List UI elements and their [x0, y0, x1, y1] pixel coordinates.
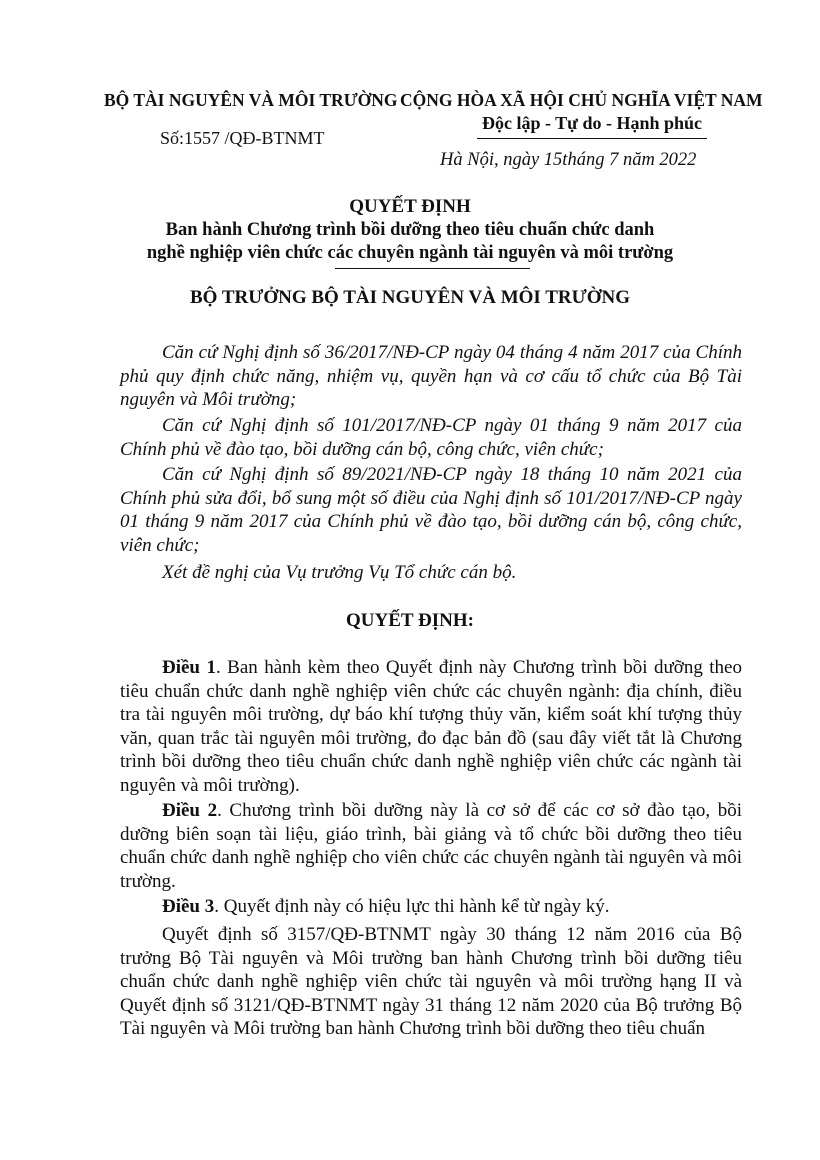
- article-text: . Ban hành kèm theo Quyết định này Chương trình bồi dưỡng theo tiêu chuẩn chức danh nghề nghiệp viên chức các chuyên ngành: địa chính, điều tra tài nguyên môi trường, dự báo khí tượng thủy văn, kiểm soát khí tượng thủy văn, quan trắc tài nguyên môi trường, đo đạc bản đồ (sau đây viết tắt là Chương trình bồi dưỡng theo tiêu chuẩn chức danh nghề nghiệp viên chức các ngành tài nguyên và môi trường).: [120, 657, 742, 796]
- issuing-authority: BỘ TRƯỞNG BỘ TÀI NGUYÊN VÀ MÔI TRƯỜNG: [189, 287, 631, 308]
- article-text: . Chương trình bồi dưỡng này là cơ sở để các cơ sở đào tạo, bồi dưỡng biên soạn tài liệu, giáo trình, bài giảng và tổ chức bồi dưỡng theo tiêu chuẩn chức danh nghề nghiệp cho viên chức các chuyên ngành tài nguyên và môi trường.: [120, 800, 743, 892]
- article-text: . Quyết định này có hiệu lực thi hành kể từ ngày ký.: [214, 896, 610, 917]
- motto-underline: [477, 138, 707, 139]
- article-2: [120, 799, 742, 893]
- closing-paragraph: Quyết định số 3157/QĐ-BTNMT ngày 30 tháng 12 năm 2016 của Bộ trưởng Bộ Tài nguyên và Môi trường ban hành Chương trình bồi dưỡng tiêu chuẩn chức danh nghề nghiệp viên chức tài nguyên và môi trường hạng II và Quyết định số 3121/QĐ-BTNMT ngày 31 tháng 12 năm 2020 của Bộ trưởng Bộ Tài nguyên và Môi trường ban hành Chương trình bồi dưỡng theo tiêu chuẩn: [120, 924, 742, 1040]
- article-1: [120, 656, 742, 798]
- title-underline: [335, 268, 530, 269]
- article-label: Điều 2: [162, 800, 218, 821]
- preamble-paragraph: Căn cứ Nghị định số 101/2017/NĐ-CP ngày 01 tháng 9 năm 2017 của Chính phủ về đào tạo, bồi dưỡng cán bộ, công chức, viên chức;: [120, 415, 742, 460]
- preamble-paragraph: Căn cứ Nghị định số 36/2017/NĐ-CP ngày 04 tháng 4 năm 2017 của Chính phủ quy định chức năng, nhiệm vụ, quyền hạn và cơ cấu tổ chức của Bộ Tài nguyên và Môi trường;: [120, 342, 742, 411]
- document-subtitle-line-2: nghề nghiệp viên chức các chuyên ngành tài nguyên và môi trường: [146, 243, 674, 263]
- date-line: Hà Nội, ngày 15tháng 7 năm 2022: [440, 150, 697, 170]
- document-subtitle-line-1: Ban hành Chương trình bồi dưỡng theo tiêu chuẩn chức danh: [165, 220, 655, 240]
- decision-heading: QUYẾT ĐỊNH:: [346, 610, 474, 631]
- national-motto: Độc lập - Tự do - Hạnh phúc: [481, 113, 703, 133]
- article-3: [120, 895, 742, 919]
- document-number: Số:1557 /QĐ-BTNMT: [160, 128, 325, 148]
- ministry-name: BỘ TÀI NGUYÊN VÀ MÔI TRƯỜNG: [104, 90, 398, 110]
- article-label: Điều 1: [162, 657, 216, 678]
- document-title: QUYẾT ĐỊNH: [349, 196, 471, 217]
- preamble-paragraph: Căn cứ Nghị định số 89/2021/NĐ-CP ngày 18 tháng 10 năm 2021 của Chính phủ sửa đổi, bổ sung một số điều của Nghị định số 101/2017/NĐ-CP ngày 01 tháng 9 năm 2017 của Chính phủ về đào tạo, bồi dưỡng cán bộ, công chức, viên chức;: [120, 464, 742, 556]
- preamble-paragraph: Xét đề nghị của Vụ trưởng Vụ Tổ chức cán bộ.: [162, 562, 517, 583]
- country-name: CỘNG HÒA XÃ HỘI CHỦ NGHĨA VIỆT NAM: [400, 90, 763, 110]
- article-label: Điều 3: [162, 896, 215, 917]
